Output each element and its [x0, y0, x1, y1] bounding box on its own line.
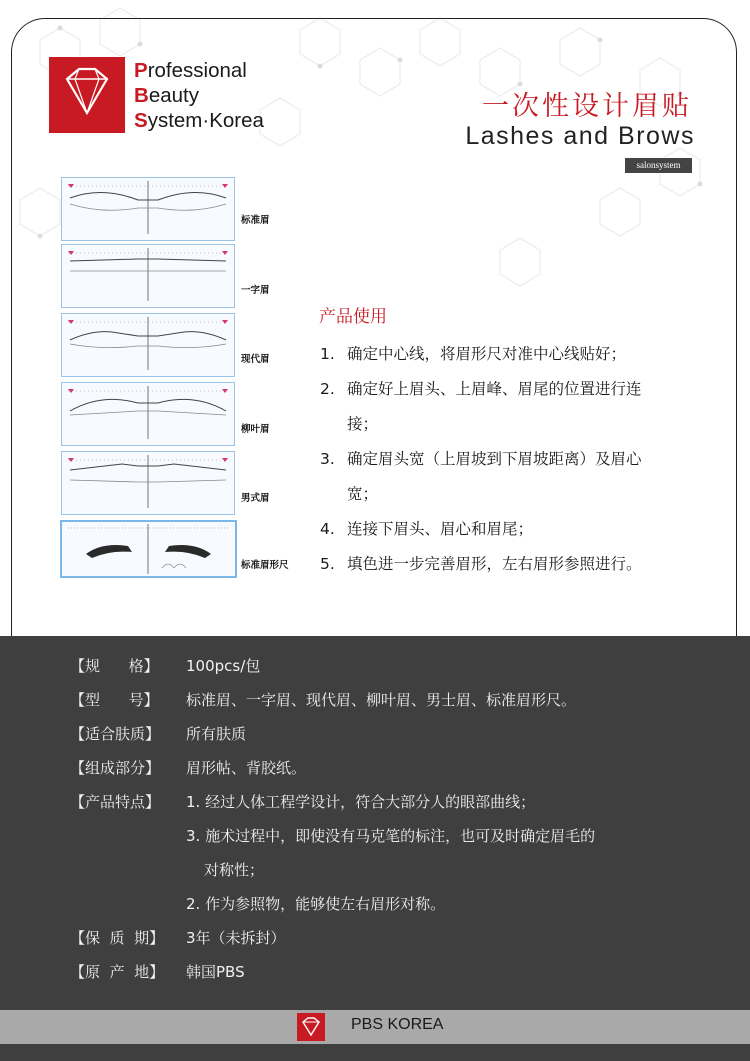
- stencil-label: 男式眉: [241, 493, 270, 504]
- spec-row-parts: [70, 757, 710, 791]
- stencil-brow-ruler: [60, 520, 237, 578]
- pbs-diamond-logo: [49, 57, 125, 133]
- brand-initial: P: [134, 59, 148, 82]
- step-text: 确定中心线，将眉形尺对准中心线贴好；: [347, 345, 627, 363]
- spec-key: 【规 格】: [70, 657, 159, 675]
- spec-value: 100pcs/包: [186, 657, 261, 675]
- stencil-modern-brow: [61, 313, 235, 377]
- brand-line-1: Professional: [134, 59, 247, 82]
- spec-row-features: [70, 791, 710, 825]
- spec-value: 标准眉、一字眉、现代眉、柳叶眉、男士眉、标准眉形尺。: [186, 691, 577, 709]
- brand-line-2: Beauty: [134, 84, 199, 107]
- footer-brand-text: PBS KOREA: [351, 1016, 444, 1033]
- stencil-standard-brow: [61, 177, 235, 241]
- stencil-label: 标准眉形尺: [241, 560, 289, 571]
- step-number: 2.: [320, 380, 335, 398]
- usage-step: [320, 512, 700, 547]
- brand-initial: S: [134, 109, 148, 132]
- step-text: 确定好上眉头、上眉峰、眉尾的位置进行连: [347, 380, 642, 398]
- spec-key: 【适合肤质】: [70, 725, 161, 743]
- spec-value: 1. 经过人体工程学设计，符合大部分人的眼部曲线；: [186, 793, 536, 811]
- brand-wordmark: [134, 58, 264, 133]
- spec-value: 2. 作为参照物，能够使左右眉形对称。: [186, 895, 446, 913]
- brand-line-3: System·Korea: [134, 109, 264, 132]
- stencil-straight-brow: [61, 244, 235, 308]
- spec-row-shelf-life: [70, 927, 710, 961]
- stencil-label: 标准眉: [241, 215, 270, 226]
- usage-steps: [320, 337, 700, 582]
- spec-list: [70, 655, 710, 995]
- spec-key: 【原 产 地】: [70, 963, 165, 981]
- spec-row-feature-3b: [70, 859, 710, 893]
- spec-value: 3年（未拆封）: [186, 929, 286, 947]
- spec-key: 【型 号】: [70, 691, 159, 709]
- spec-value: 所有肤质: [186, 725, 247, 743]
- stencil-label: 柳叶眉: [241, 424, 270, 435]
- step-text: 连接下眉头、眉心和眉尾；: [347, 520, 534, 538]
- salon-tag: salonsystem: [625, 158, 692, 173]
- spec-value: 对称性；: [204, 861, 265, 879]
- spec-value: 韩国PBS: [186, 963, 245, 981]
- spec-value: 3. 施术过程中，即使没有马克笔的标注，也可及时确定眉毛的: [186, 827, 596, 845]
- footer-bottom-strip: [0, 1044, 750, 1061]
- step-text: 填色进一步完善眉形，左右眉形参照进行。: [347, 555, 642, 573]
- spec-row-model: [70, 689, 710, 723]
- step-text-cont: 宽；: [347, 485, 379, 503]
- spec-key: 【产品特点】: [70, 793, 161, 811]
- stencil-male-brow: [61, 451, 235, 515]
- spec-row-size: [70, 655, 710, 689]
- spec-key: 【组成部分】: [70, 759, 161, 777]
- usage-step: [320, 442, 700, 512]
- usage-heading: 产品使用: [319, 307, 387, 327]
- step-number: 4.: [320, 520, 335, 538]
- usage-step: [320, 372, 700, 442]
- spec-row-feature-3: [70, 825, 710, 859]
- step-text: 确定眉头宽（上眉坡到下眉坡距离）及眉心: [347, 450, 642, 468]
- spec-key: 【保 质 期】: [70, 929, 165, 947]
- brand-initial: B: [134, 84, 149, 107]
- pbs-diamond-logo-small: [297, 1013, 325, 1041]
- usage-step: [320, 337, 700, 372]
- stencil-label: 一字眉: [241, 285, 270, 296]
- page-title-cn: 一次性设计眉贴: [482, 91, 692, 122]
- spec-row-origin: [70, 961, 710, 995]
- step-number: 3.: [320, 450, 335, 468]
- spec-row-feature-2: [70, 893, 710, 927]
- usage-step: [320, 547, 700, 582]
- spec-value: 眉形帖、背胶纸。: [186, 759, 307, 777]
- step-number: 5.: [320, 555, 335, 573]
- spec-row-skin: [70, 723, 710, 757]
- step-number: 1.: [320, 345, 335, 363]
- stencil-willow-brow: [61, 382, 235, 446]
- page-title-en: Lashes and Brows: [465, 122, 695, 150]
- stencil-label: 现代眉: [241, 354, 270, 365]
- step-text-cont: 接；: [347, 415, 379, 433]
